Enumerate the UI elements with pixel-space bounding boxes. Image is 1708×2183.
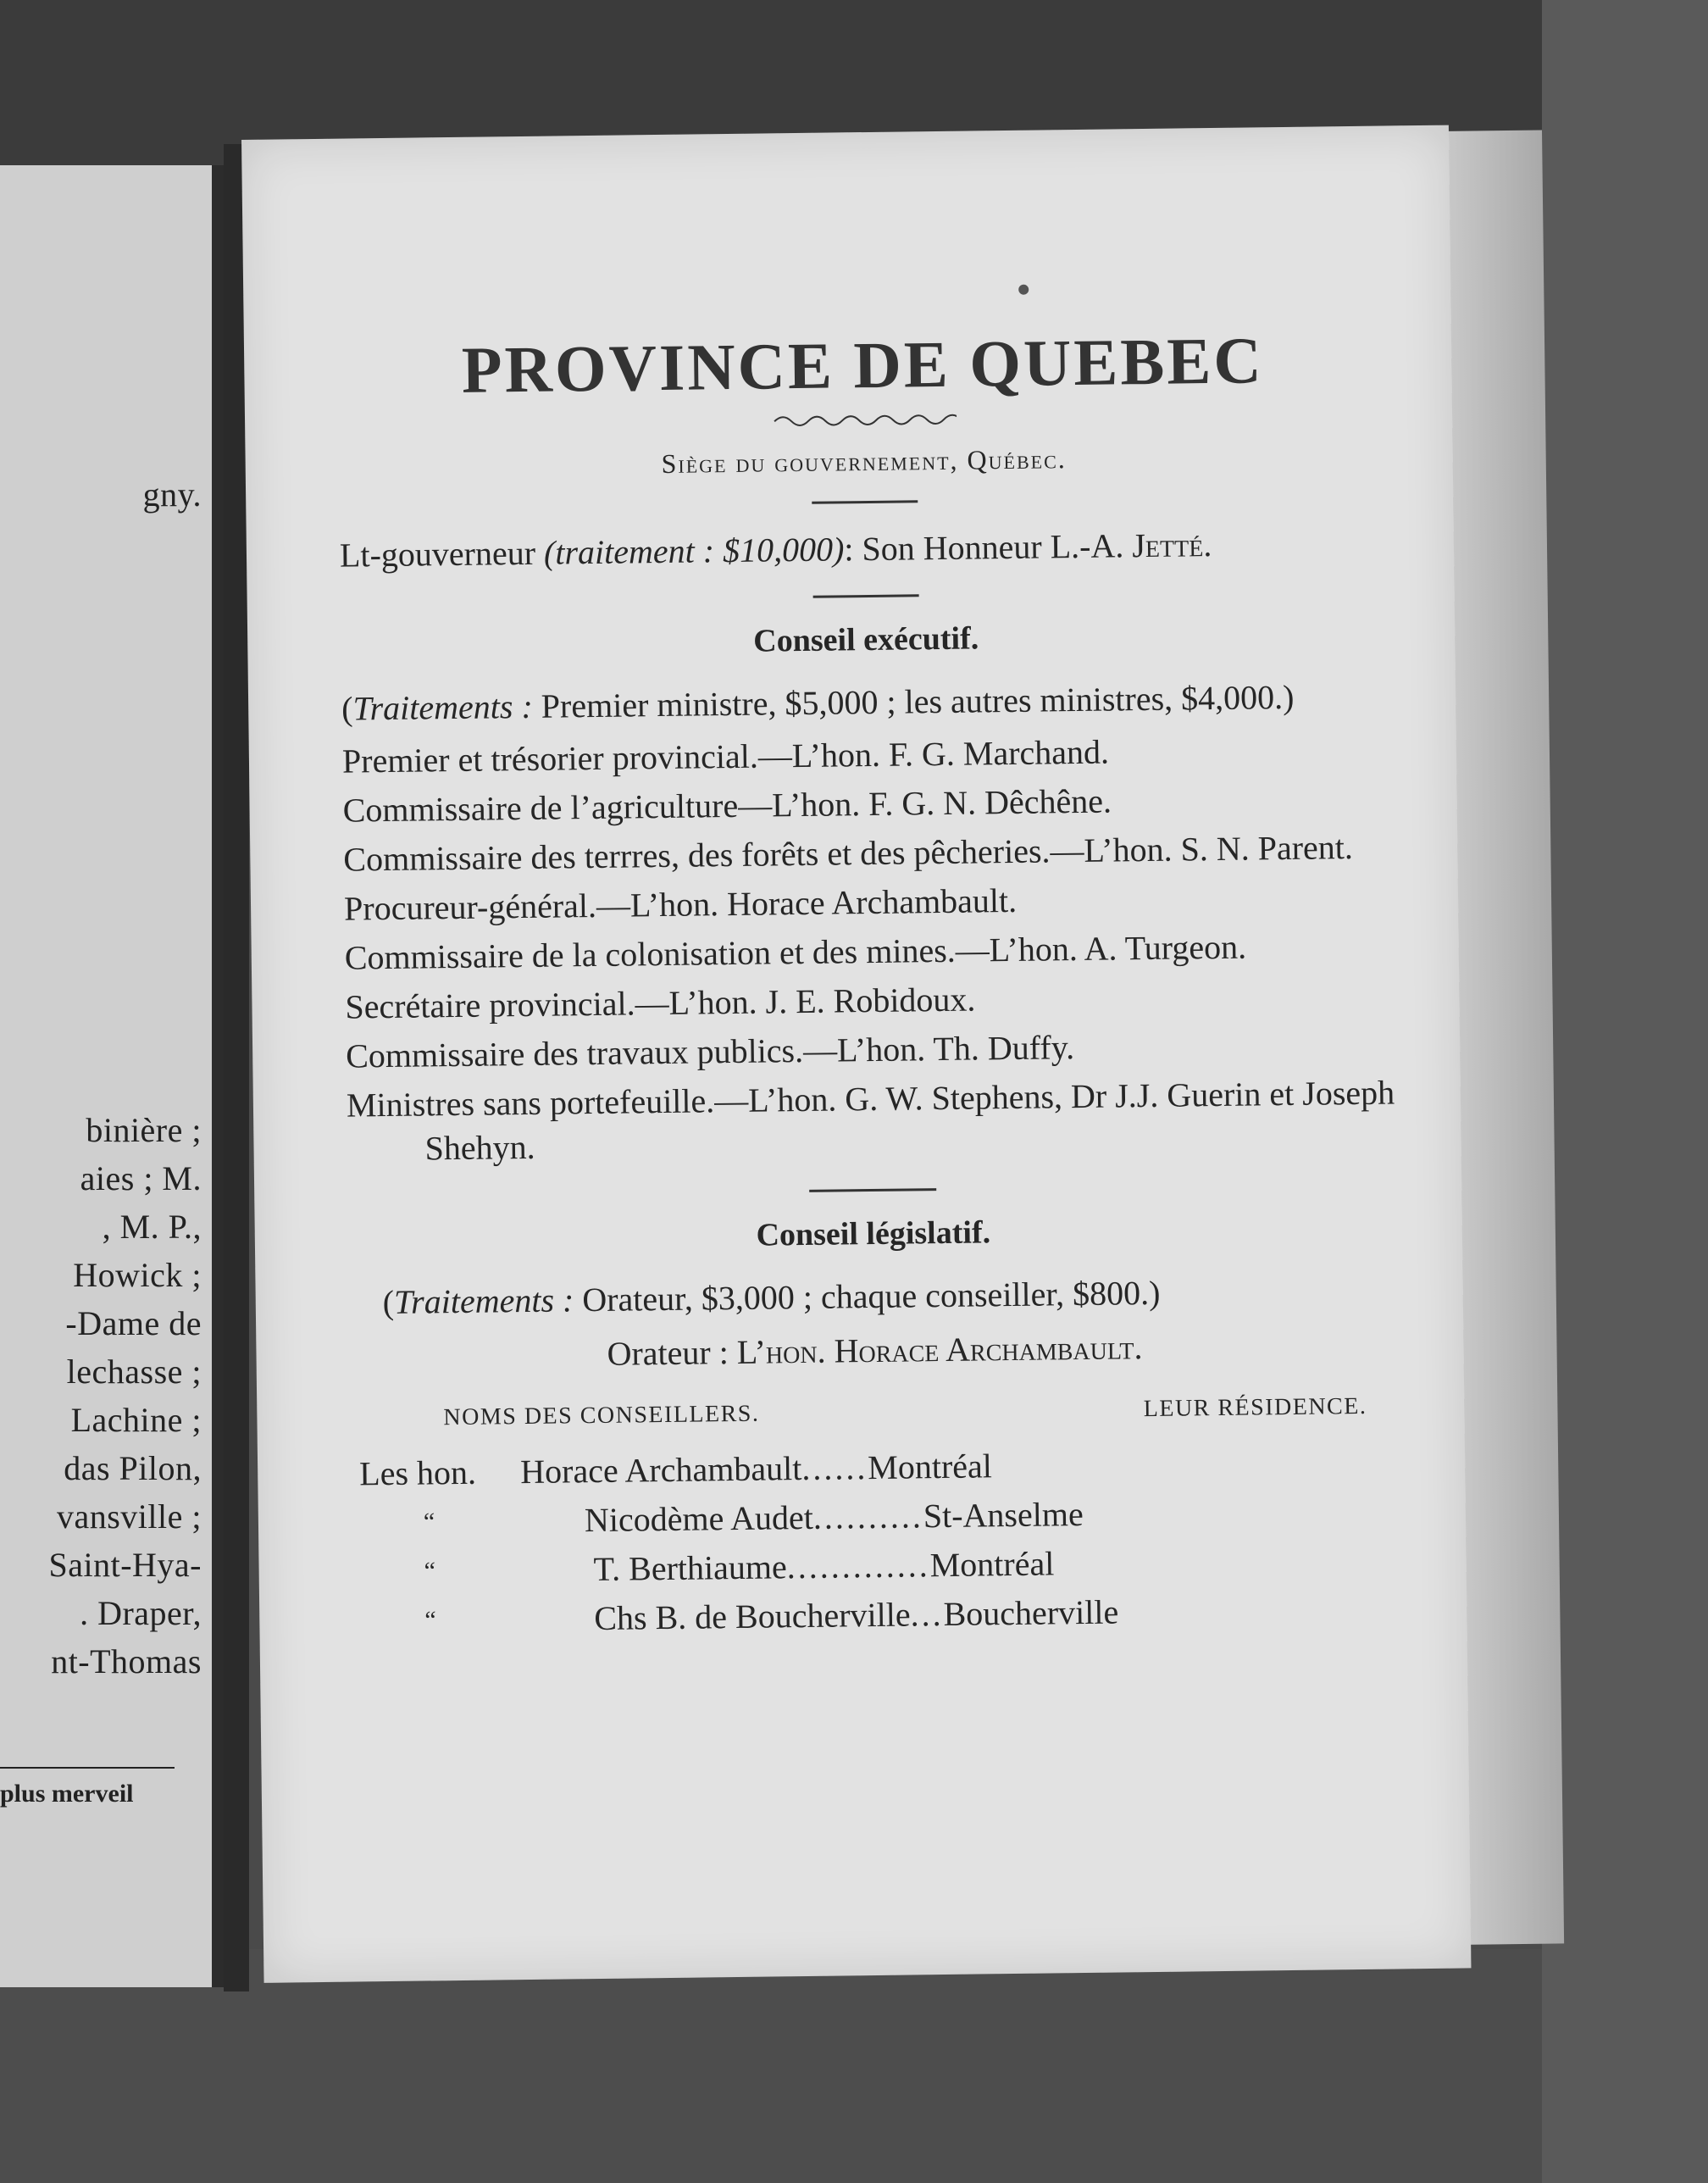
background-bottom — [0, 1949, 1708, 2183]
left-page-line: aies ; M. — [80, 1159, 202, 1197]
leader-dots: ............. — [786, 1546, 930, 1586]
councillor-residence: Montréal — [929, 1544, 1055, 1585]
leader-dots: .......... — [812, 1497, 924, 1536]
executif-member: Ministres sans portefeuille.—L’hon. G. W. Stephens, Dr J.J. Guerin et Joseph Shehyn. — [346, 1073, 1395, 1168]
wavy-ornament — [770, 409, 957, 432]
left-page-line: . Draper, — [80, 1594, 202, 1632]
lt-gouverneur-value: Son Honneur L.-A. — [862, 526, 1124, 569]
councillor-name: Nicodème Audet — [584, 1497, 814, 1540]
leader-dots: ...... — [801, 1448, 868, 1488]
executif-member: Secrétaire provincial.—L’hon. J. E. Robidoux. — [345, 980, 976, 1026]
legislatif-salaries: (Traitements : Orateur, $3,000 ; chaque conseiller, $800.) — [382, 1273, 1161, 1322]
conseil-legislatif-heading: Conseil législatif. — [756, 1214, 991, 1253]
col-residence-header: LEUR RÉSIDENCE. — [1143, 1392, 1367, 1423]
executif-salaries: (Traitements : Premier ministre, $5,000 ; les autres ministres, $4,000.) — [341, 677, 1295, 728]
left-page-line: binière ; — [86, 1111, 202, 1149]
executif-member: Commissaire des travaux publics.—L’hon. Th. Duffy. — [345, 1028, 1075, 1075]
legislatif-salaries-label: Traitements : — [393, 1280, 574, 1321]
main-page — [241, 125, 1471, 1983]
left-page-line: Lachine ; — [70, 1401, 202, 1439]
councillor-prefix: “ — [424, 1606, 436, 1635]
executif-salaries-text: Premier ministre, $5,000 ; les autres ministres, $4,000.) — [541, 677, 1295, 725]
councillor-name: Horace Archambault — [519, 1449, 802, 1491]
background-right — [1542, 0, 1708, 2183]
lt-gouverneur-colon: : — [844, 530, 854, 569]
conseil-executif-heading: Conseil exécutif. — [753, 620, 979, 659]
left-page-footer: plus merveil — [0, 1780, 134, 1808]
executif-salaries-label: Traitements : — [352, 686, 534, 728]
orateur-line — [349, 1324, 1400, 1376]
executif-member: Commissaire de la colonisation et des mines.—L’hon. A. Turgeon. — [344, 927, 1247, 977]
left-page-line: das Pilon, — [64, 1449, 202, 1487]
page-content — [337, 320, 1404, 1646]
page-title: PROVINCE DE QUEBEC — [461, 323, 1265, 407]
leader-dots: ... — [910, 1595, 944, 1634]
left-page-line: vansville ; — [56, 1497, 202, 1536]
left-page-line: Saint-Hya- — [48, 1546, 202, 1584]
orateur-name: L’hon. Horace Archambault. — [736, 1328, 1143, 1371]
lt-gouverneur-entry — [340, 520, 1391, 577]
lt-gouverneur-salary: (traitement : $10,000) — [543, 530, 845, 572]
councillor-residence: Boucherville — [943, 1592, 1119, 1634]
executif-member: Premier et trésorier provincial.—L’hon. F. G. Marchand. — [341, 732, 1110, 780]
divider — [809, 1188, 936, 1192]
orateur-label: Orateur : — [607, 1333, 729, 1373]
lt-gouverneur-label: Lt-gouverneur — [339, 533, 536, 575]
executif-member: Commissaire des terrres, des forêts et des pêcheries.—L’hon. S. N. Parent. — [343, 828, 1354, 879]
left-page-rule — [0, 1767, 175, 1769]
councillor-prefix: Les hon. — [358, 1453, 477, 1493]
left-page-line: gny. — [142, 475, 202, 514]
councillor-residence: Montréal — [867, 1447, 993, 1487]
left-page-line: -Dame de — [65, 1304, 202, 1342]
ink-spot — [1018, 285, 1029, 295]
page-subtitle: Siège du gouvernement, Québec. — [661, 443, 1067, 479]
councillors-column-headers — [350, 1392, 1400, 1432]
legislatif-salaries-text: Orateur, $3,000 ; chaque conseiller, $800.) — [582, 1273, 1161, 1319]
divider — [812, 500, 918, 504]
councillor-prefix: “ — [424, 1557, 436, 1586]
left-page-line: Howick ; — [73, 1256, 202, 1294]
executif-member: Commissaire de l’agriculture—L’hon. F. G. N. Dêchêne. — [342, 781, 1112, 830]
councillor-prefix: “ — [423, 1508, 435, 1536]
left-page-line: nt-Thomas — [51, 1642, 202, 1680]
lt-gouverneur-name: Jetté. — [1132, 525, 1212, 565]
executif-member: Procureur-général.—L’hon. Horace Archambault. — [343, 880, 1018, 928]
left-page — [0, 165, 224, 1987]
councillor-residence: St-Anselme — [923, 1494, 1084, 1536]
left-page-line: lechasse ; — [66, 1353, 202, 1391]
councillor-name: T. Berthiaume — [593, 1547, 787, 1589]
divider — [812, 594, 918, 598]
left-page-line: , M. P., — [102, 1208, 202, 1246]
councillor-name: Chs B. de Boucherville — [594, 1595, 911, 1638]
col-names-header: NOMS DES CONSEILLERS. — [443, 1400, 760, 1431]
